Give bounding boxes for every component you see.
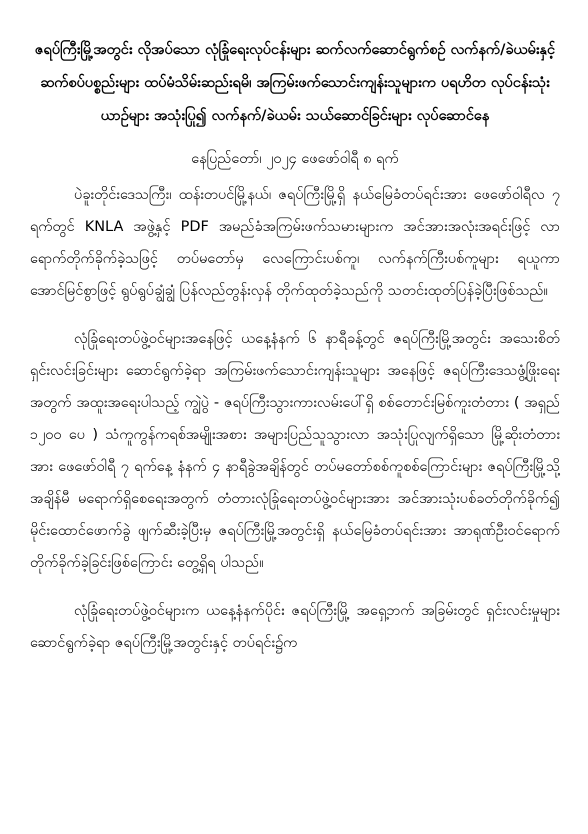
dateline: နေပြည်တော်၊ ၂၀၂၄ ဖေဖော်ဝါရီ ၈ ရက်: [191, 151, 399, 167]
paragraph-1: ပဲခူးတိုင်းဒေသကြီး၊ ထန်းတပင်မြို့နယ်၊ ဇရပ်ကြီးမြို့ရှိ နယ်မြေခံတပ်ရင်းအား ဖေဖော်ဝါရီလ ၇ ရက်တွင် KNLA အဖွဲ့နှင့် PDF အမည်ခံအကြမ်းဖက်သမားများက အင်အားအလုံးအရင်းဖြင့် လာရောက်တိုက်ခိုက်ခဲ့သဖြင့် တပ်မတော်မှ လေကြောင်းပစ်ကူ၊ လက်နက်ကြီးပစ်ကူများ ရယူကာ အောင်မြင်စွာဖြင့် ရွပ်ရွပ်ချွံချွံ ပြန်လည်တွန်းလှန် တိုက်ထုတ်ခဲ့သည်ကို သတင်းထုတ်ပြန်ခဲ့ပြီးဖြစ်သည်။: [30, 187, 560, 299]
paragraph-2: လုံခြုံရေးတပ်ဖွဲ့ဝင်များအနေဖြင့် ယနေ့နံနက် ၆ နာရီခန့်တွင် ဇရပ်ကြီးမြို့အတွင်း အသေးစိတ်ရှင်းလင်းခြင်းများ ဆောင်ရွက်ခဲ့ရာ အကြမ်းဖက်သောင်းကျန်းသူများ အနေဖြင့် ဇရပ်ကြီးဒေသဖွံ့ဖြိုးရေးအတွက် အထူးအရေးပါသည့် ကျွဲပွဲ - ဇရပ်ကြီးသွားကားလမ်းပေါ်ရှိ စစ်တောင်းမြစ်ကူးတံတား ( အရှည် ၁၂၀၀ ပေ ) သံကူကွန်ကရစ်အမျိုးအစား အများပြည်သူသွားလာ အသုံးပြုလျက်ရှိသော မြို့ဆိုးတံတားအား ဖေဖော်ဝါရီ ၇ ရက်နေ့ နံနက် ၄ နာရီခွဲအချိန်တွင် တပ်မတော်စစ်ကူစစ်ကြောင်းများ ဇရပ်ကြီးမြို့သို့ အချိန်မီ မရောက်ရှိစေရေးအတွက် တံတားလုံခြုံရေးတပ်ဖွဲ့ဝင်များအား အင်အားသုံးပစ်ခတ်တိုက်ခိုက်၍ မိုင်းထောင်ဖောက်ခွဲ ဖျက်ဆီးခဲ့ပြီးမှ ဇရပ်ကြီးမြို့အတွင်းရှိ နယ်မြေခံတပ်ရင်းအား အာရုဏ်ဦးဝင်ရောက်တိုက်ခိုက်ခဲ့ခြင်းဖြစ်ကြောင်း တွေ့ရှိရ ပါသည်။: [30, 331, 560, 571]
headline: ဇရပ်ကြီးမြို့အတွင်း လိုအပ်သော လုံခြုံရေးလုပ်ငန်းများ ဆက်လက်ဆောင်ရွက်စဉ် လက်နက်/ခဲယမ်းနှင့် ဆက်စပ်ပစ္စည်းများ ထပ်မံသိမ်းဆည်းရမိ၊ အကြမ်းဖက်သောင်းကျန်းသူများက ပရဟိတ လုပ်ငန်းသုံးယာဉ်များ အသုံးပြု၍ လက်နက်/ခဲယမ်း သယ်ဆောင်ခြင်းများ လုပ်ဆောင်နေ: [34, 42, 556, 124]
paragraph-3: လုံခြုံရေးတပ်ဖွဲ့ဝင်များက ယနေ့နံနက်ပိုင်း ဇရပ်ကြီးမြို့ အရှေ့ဘက် အခြမ်းတွင် ရှင်းလင်းမှုများ ဆောင်ရွက်ခဲ့ရာ ဇရပ်ကြီးမြို့အတွင်းနှင့် တပ်ရင်း၌က: [30, 603, 560, 651]
